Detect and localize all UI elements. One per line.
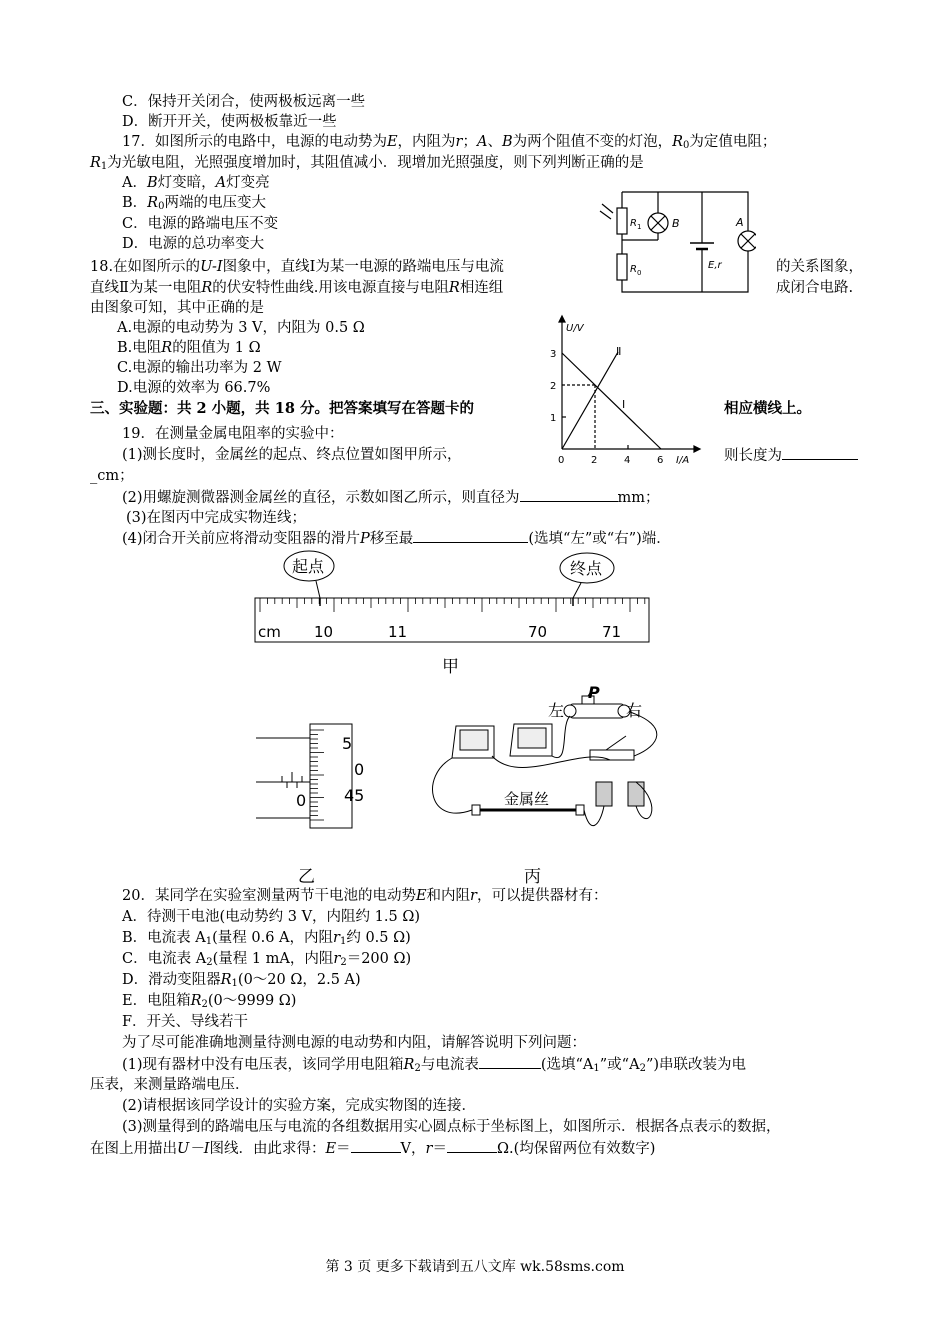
micro-tick-45: 45 [344, 786, 365, 805]
q18-xtick-4: 4 [624, 455, 631, 466]
q17-stem-line2: $R_1$为光敏电阻，光照强度增加时，其阻值减小．现增加光照强度，则下列判断正确的是 [90, 155, 644, 172]
q18-option-d: D.电源的效率为 66.7% [117, 380, 271, 396]
q20-intro: 为了尽可能准确地测量待测电源的电动势和内阻，请解答说明下列问题： [122, 1035, 586, 1051]
q18-ui-graph [544, 314, 704, 470]
q20-part1: (1)现有器材中没有电压表，该同学用电阻箱$R_2$与电流表 (选填“$A_1$”或“$A_2$”)串联改装为电 [122, 1054, 746, 1079]
kit-wire-label: 金属丝 [504, 790, 550, 808]
q20-ammeter-blank[interactable] [479, 1054, 541, 1069]
q18-xlabel: I/A [676, 455, 690, 466]
q18-line-ii-label: Ⅱ [616, 345, 622, 358]
q16-option-c: C．保持开关闭合，使两极板远离一些 [122, 94, 366, 110]
q18-xtick-0: 0 [558, 455, 565, 466]
q18-stem-line2-tail: 成闭合电路. [776, 280, 854, 296]
apparatus-caption: 丙 [524, 867, 541, 887]
q18-option-b: B.电阻R的阻值为 1 Ω [117, 340, 261, 356]
q20-resistance-blank[interactable] [447, 1138, 497, 1153]
micrometer-caption: 乙 [298, 867, 315, 887]
ruler-tick-70: 70 [528, 623, 548, 641]
micro-sleeve-zero: 0 [296, 791, 307, 810]
q17-option-a: A．B灯变暗，A灯变亮 [122, 175, 270, 191]
ruler-end-label: 终点 [570, 559, 603, 578]
q18-stem-line1-tail: 的关系图象， [776, 259, 863, 275]
q20-stem: 20．某同学在实验室测量两节干电池的电动势E和内阻r，可以提供器材有： [122, 888, 608, 904]
q20-part2: (2)请根据该同学设计的实验方案，完成实物图的连接． [122, 1098, 477, 1114]
q20-item-b: B．电流表 $A_1$(量程 0.6 A，内阻$r_1$约 0.5 Ω) [122, 930, 411, 947]
q17-label-r0: $R_0$ [630, 264, 642, 277]
q20-item-c: C．电流表 $A_2$(量程 1 mA，内阻$r_2=200$ Ω) [122, 951, 412, 968]
q16-option-d: D．断开开关，使两极板靠近一些 [122, 114, 337, 130]
q18-ytick-3: 3 [550, 349, 557, 360]
micro-tick-0: 0 [354, 760, 365, 779]
ruler-unit: cm [258, 623, 281, 641]
micro-tick-5: 5 [342, 734, 353, 753]
section3-heading-tail: 相应横线上。 [724, 400, 811, 417]
q18-ytick-1: 1 [550, 413, 557, 424]
q19-length-blank[interactable] [782, 445, 858, 460]
q18-stem-line3: 由图象可知，其中正确的是 [90, 300, 264, 316]
q20-item-a: A．待测干电池(电动势约 3 V，内阻约 1.5 Ω) [122, 909, 420, 925]
q17-label-a: A [736, 216, 744, 229]
q17-label-r1: $R_1$ [630, 218, 642, 231]
ruler-tick-11: 11 [388, 623, 408, 641]
kit-right-label: 右 [626, 701, 643, 720]
kit-left-label: 左 [548, 701, 565, 720]
ruler-caption: 甲 [442, 657, 459, 677]
section3-heading: 三、实验题：共 2 小题，共 18 分。把答案填写在答题卡的 [90, 400, 474, 417]
q18-ytick-2: 2 [550, 381, 557, 392]
q17-label-b: B [672, 217, 680, 230]
q19-part1-unit: _cm； [90, 468, 134, 484]
q20-part3-cont: 在图上用描出U－I图线．由此求得：E＝ V，r＝ Ω.(均保留两位有效数字) [90, 1138, 655, 1159]
page-footer: 第 3 页 更多下载请到五八文库 wk.58sms.com [325, 1259, 625, 1275]
q19-stem: 19．在测量金属电阻率的实验中： [122, 426, 344, 442]
q19-ruler-figure [250, 548, 652, 648]
q19-part2: (2)用螺旋测微器测金属丝的直径，示数如图乙所示，则直径为 mm； [122, 487, 660, 508]
q17-option-d: D．电源的总功率变大 [122, 236, 265, 252]
q17-circuit-diagram [596, 186, 756, 298]
q18-option-a: A.电源的电动势为 3 V，内阻为 0.5 Ω [117, 320, 365, 336]
ruler-tick-10: 10 [314, 623, 334, 641]
ruler-start-label: 起点 [292, 557, 325, 576]
q18-option-c: C.电源的输出功率为 2 W [117, 360, 282, 376]
q19-part1-tail: 则长度为 [724, 445, 858, 466]
q19-part1: (1)测长度时，金属丝的起点、终点位置如图甲所示， [122, 447, 462, 463]
q20-item-e: E．电阻箱$R_2(0\sim 9999$ Ω) [122, 993, 297, 1010]
q19-part4: (4)闭合开关前应将滑动变阻器的滑片P移至最 (选填“左”或“右”)端． [122, 528, 671, 549]
q17-option-c: C．电源的路端电压不变 [122, 216, 279, 232]
q17-label-er: E,r [708, 260, 722, 271]
q18-ylabel: U/V [566, 323, 584, 334]
q18-xtick-2: 2 [591, 455, 598, 466]
q17-option-b: B．$R_0$两端的电压变大 [122, 195, 266, 212]
q19-part3: (3)在图丙中完成实物连线； [126, 510, 307, 526]
q18-line-i-label: Ⅰ [622, 398, 626, 411]
q19-micrometer-figure [252, 722, 382, 832]
q20-item-d: D．滑动变阻器$R_1(0\sim 20$ Ω，2.5 A) [122, 972, 361, 989]
q20-part1-cont: 压表，来测量路端电压． [90, 1077, 250, 1093]
kit-slider-label: P [588, 686, 600, 702]
q18-stem-line2: 直线Ⅱ为某一电阻R的伏安特性曲线.用该电源直接与电阻R相连组 [90, 280, 504, 296]
q18-stem-line1: 18.在如图所示的U-I图象中，直线Ⅰ为某一电源的路端电压与电流 [90, 259, 504, 275]
q20-emf-blank[interactable] [351, 1138, 401, 1153]
ruler-tick-71: 71 [602, 623, 622, 641]
q20-part3: (3)测量得到的路端电压与电流的各组数据用实心圆点标于坐标图上，如图所示．根据各点表示的数据， [122, 1119, 781, 1135]
q19-slider-blank[interactable] [413, 528, 528, 543]
q20-item-f: F．开关、导线若干 [122, 1014, 249, 1030]
q19-diameter-blank[interactable] [520, 487, 618, 502]
q19-apparatus-figure [430, 686, 670, 854]
q17-stem-line1: 17．如图所示的电路中，电源的电动势为E，内阻为r；A、B为两个阻值不变的灯泡，$R_0$为定值电阻； [122, 134, 777, 151]
q18-xtick-6: 6 [657, 455, 664, 466]
